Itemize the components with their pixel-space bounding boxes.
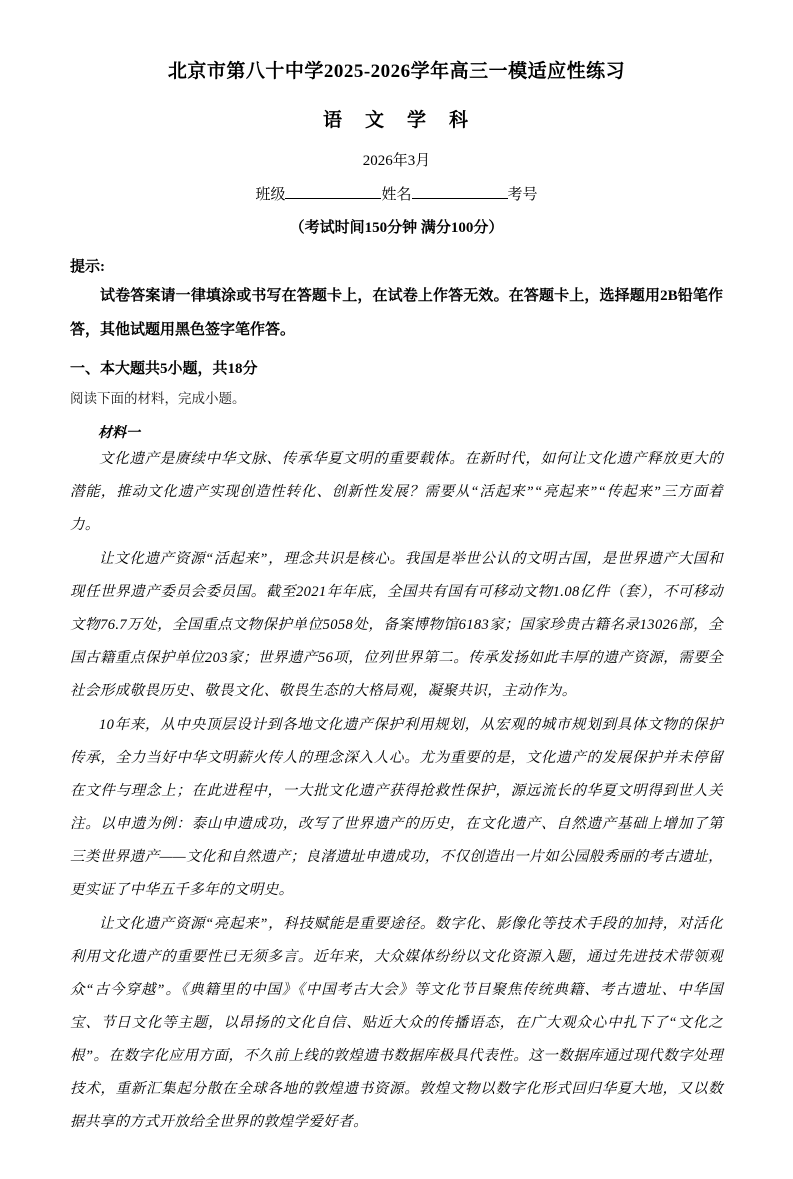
notice-block <box>70 255 723 348</box>
material-paragraph-3: 10年来，从中央顶层设计到各地文化遗产保护利用规划，从宏观的城市规划到具体文物的保护传承，全力当好中华文明薪火传人的理念深入人心。尤为重要的是，文化遗产的发展保护并未停留在文件与理念上；在此进程中，一大批文化遗产获得抢救性保护，源远流长的华夏文明得到世人关注。以申遗为例：泰山申遗成功，改写了世界遗产的历史，在文化遗产、自然遗产基础上增加了第三类世界遗产——文化和自然遗产；良渚遗址申遗成功，不仅创造出一片如公园般秀丽的考古遗址，更实证了中华五千多年的文明史。 <box>70 716 723 899</box>
notice-text: 试卷答案请一律填涂或书写在答题卡上，在试卷上作答无效。在答题卡上，选择题用2B铅笔作答，其他试题用黑色签字笔作答。 <box>70 288 723 338</box>
material-paragraph-4: 让文化遗产资源“亮起来”，科技赋能是重要途径。数字化、影像化等技术手段的加持，对活化利用文化遗产的重要性已无须多言。近年来，大众媒体纷纷以文化资源入题，通过先进技术带领观众“古今穿越”。《典籍里的中国》《中国考古大会》等文化节目聚焦传统典籍、考古遗址、中华国宝、节日文化等主题，以昂扬的文化自信、贴近大众的传播语态，在广大观众心中扎下了“文化之根”。在数字化应用方面，不久前上线的敦煌遗书数据库极具代表性。这一数据库通过现代数字处理技术，重新汇集起分散在全球各地的敦煌遗书资源。敦煌文物以数字化形式回归华夏大地，又以数据共享的方式开放给全世界的敦煌学爱好者。 <box>70 916 723 1131</box>
exam-no-label: 考号 <box>507 187 538 203</box>
notice-label: 提示: <box>70 259 105 275</box>
name-label: 姓名 <box>381 187 412 203</box>
exam-duration-info: （考试时间150分钟 满分100分） <box>289 220 504 236</box>
class-blank-field[interactable] <box>285 184 381 199</box>
paper-subject: 语 文 学 科 <box>322 110 470 131</box>
material-paragraph-2: 让文化遗产资源“活起来”，理念共识是核心。我国是举世公认的文明古国，是世界遗产大国和现任世界遗产委员会委员国。截至2021年年底，全国共有国有可移动文物1.08亿件（套），不可移动文物76.7万处，全国重点文物保护单位5058处，备案博物馆6183家；国家珍贵古籍名录13026部，全国古籍重点保护单位203家；世界遗产56项，位列世界第二。传承发扬如此丰厚的遗产资源，需要全社会形成敬畏历史、敬畏文化、敬畏生态的大格局观，凝聚共识，主动作为。 <box>70 550 723 699</box>
student-info-line <box>70 183 723 204</box>
section-one-heading: 一、本大题共5小题，共18分 <box>70 360 258 377</box>
name-blank-field[interactable] <box>412 184 508 199</box>
section-one-intro: 阅读下面的材料，完成小题。 <box>70 390 246 406</box>
material-paragraph-1: 文化遗产是赓续中华文脉、传承华夏文明的重要载体。在新时代，如何让文化遗产释放更大的潜能，推动文化遗产实现创造性转化、创新性发展？需要从“活起来”“亮起来”“传起来”三方面着力。 <box>70 450 723 533</box>
paper-title: 北京市第八十中学2025-2026学年高三一模适应性练习 <box>167 61 626 82</box>
class-label: 班级 <box>255 187 286 203</box>
material-one-block <box>70 422 723 1140</box>
material-one-label: 材料一 <box>98 425 140 441</box>
paper-date: 2026年3月 <box>362 153 431 169</box>
